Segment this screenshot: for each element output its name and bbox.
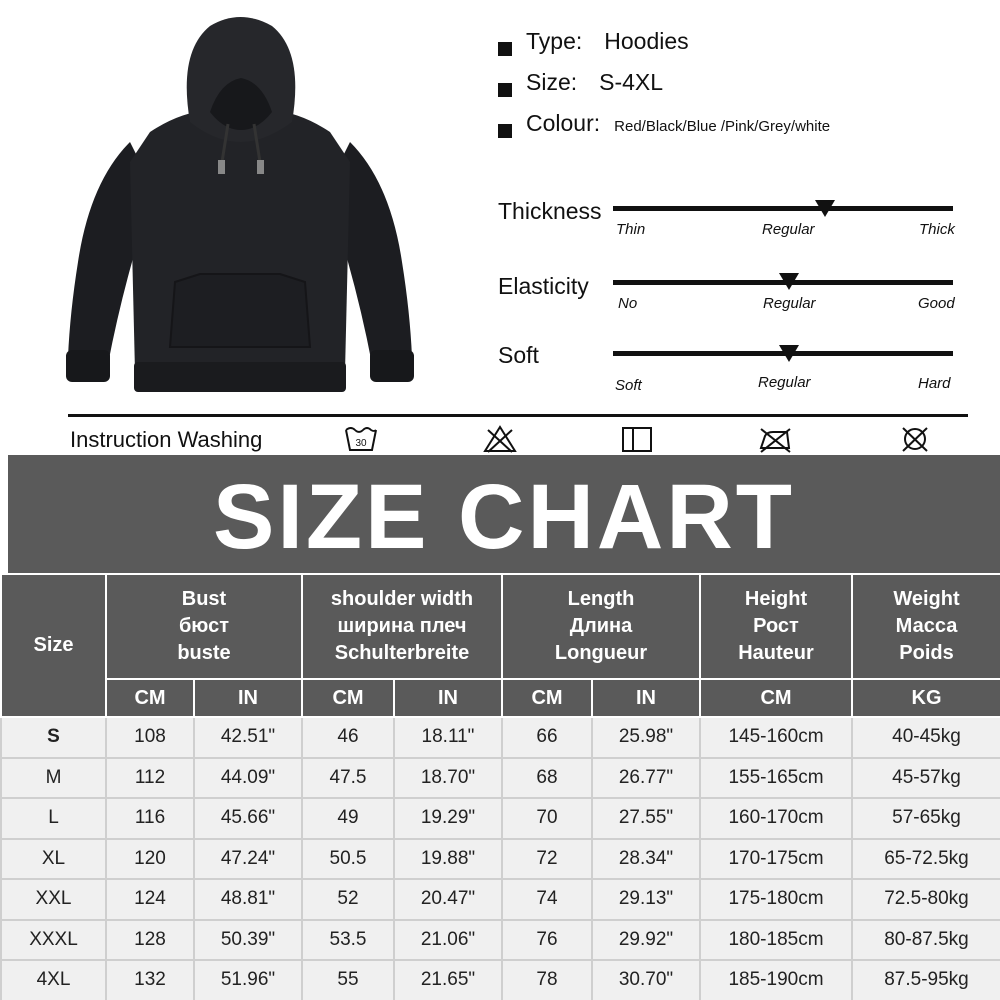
table-cell: 66 [502, 717, 592, 758]
table-cell: 21.06" [394, 920, 502, 961]
spec-key: Colour: [526, 110, 601, 136]
size-cell: XXL [1, 879, 106, 920]
weight-header-ru: Масса [895, 615, 958, 637]
no-dry-clean-icon [897, 424, 933, 454]
table-cell: 80-87.5kg [852, 920, 1000, 961]
washing-instruction-label: Instruction Washing [70, 427, 263, 452]
table-cell: 116 [106, 798, 194, 839]
elasticity-label: Elasticity [498, 273, 589, 299]
table-cell: 44.09" [194, 758, 302, 799]
table-cell: 29.92" [592, 920, 700, 961]
table-cell: 70 [502, 798, 592, 839]
shoulder-header-de: Schulterbreite [334, 642, 470, 664]
elasticity-min: No [618, 295, 638, 312]
no-iron-icon [757, 424, 793, 454]
unit-header: KG [852, 679, 1000, 717]
height-header-ru: Рост [753, 615, 799, 637]
table-cell: 48.81" [194, 879, 302, 920]
unit-header: IN [194, 679, 302, 717]
thickness-min: Thin [616, 221, 646, 238]
unit-header: CM [106, 679, 194, 717]
length-header-en: Length [567, 588, 635, 610]
size-header: Size [1, 574, 106, 717]
bust-header-fr: buste [177, 642, 231, 664]
table-cell: 46 [302, 717, 394, 758]
bullet-square-icon [498, 42, 512, 56]
table-cell: 76 [502, 920, 592, 961]
size-chart-title: SIZE CHART [213, 466, 795, 568]
thickness-mid: Regular [762, 221, 815, 238]
table-cell: 40-45kg [852, 717, 1000, 758]
spec-key: Type: [526, 28, 583, 54]
bust-header [106, 574, 302, 679]
table-cell: 27.55" [592, 798, 700, 839]
table-cell: 175-180cm [700, 879, 852, 920]
table-cell: 18.70" [394, 758, 502, 799]
size-cell: 4XL [1, 960, 106, 1000]
elasticity-marker-icon [779, 273, 799, 290]
table-cell: 108 [106, 717, 194, 758]
table-cell: 19.29" [394, 798, 502, 839]
table-cell: 170-175cm [700, 839, 852, 880]
section-divider [68, 414, 968, 417]
soft-max: Hard [918, 375, 951, 392]
spec-value: Red/Black/Blue /Pink/Grey/white [614, 118, 831, 135]
height-header-en: Height [744, 588, 808, 610]
table-row [1, 839, 1000, 880]
table-cell: 52 [302, 879, 394, 920]
table-cell: 145-160cm [700, 717, 852, 758]
table-cell: 21.65" [394, 960, 502, 1000]
length-header-ru: Длина [569, 615, 633, 637]
table-cell: 47.5 [302, 758, 394, 799]
thickness-max: Thick [919, 221, 955, 238]
table-cell: 47.24" [194, 839, 302, 880]
bullet-square-icon [498, 124, 512, 138]
shoulder-header-en: shoulder width [330, 588, 474, 610]
bust-header-ru: бюст [178, 615, 230, 637]
table-cell: 65-72.5kg [852, 839, 1000, 880]
wash-temp: 30 [355, 438, 367, 449]
table-row [1, 960, 1000, 1000]
table-cell: 57-65kg [852, 798, 1000, 839]
soft-marker-icon [779, 345, 799, 362]
unit-header: IN [394, 679, 502, 717]
spec-type [498, 28, 830, 69]
size-cell: M [1, 758, 106, 799]
table-cell: 51.96" [194, 960, 302, 1000]
table-cell: 155-165cm [700, 758, 852, 799]
table-cell: 19.88" [394, 839, 502, 880]
size-chart [0, 455, 1000, 1000]
soft-min: Soft [615, 377, 642, 394]
table-cell: 132 [106, 960, 194, 1000]
thickness-scale-line [613, 206, 953, 211]
height-header [700, 574, 852, 679]
table-cell: 29.13" [592, 879, 700, 920]
table-row [1, 758, 1000, 799]
table-cell: 50.39" [194, 920, 302, 961]
table-cell: 45.66" [194, 798, 302, 839]
table-cell: 72.5-80kg [852, 879, 1000, 920]
table-cell: 49 [302, 798, 394, 839]
no-bleach-icon [482, 424, 518, 454]
table-cell: 160-170cm [700, 798, 852, 839]
tumble-dry-icon [619, 424, 655, 454]
table-cell: 185-190cm [700, 960, 852, 1000]
height-header-fr: Hauteur [738, 642, 814, 664]
table-cell: 26.77" [592, 758, 700, 799]
size-cell: S [1, 717, 106, 758]
size-cell: XXXL [1, 920, 106, 961]
thickness-marker-icon [815, 200, 835, 217]
size-table-body [1, 717, 1000, 1000]
weight-header-en: Weight [893, 588, 960, 610]
table-row [1, 879, 1000, 920]
table-cell: 55 [302, 960, 394, 1000]
spec-key: Size: [526, 69, 578, 95]
table-cell: 28.34" [592, 839, 700, 880]
bust-header-en: Bust [181, 588, 227, 610]
elasticity-mid: Regular [763, 295, 816, 312]
table-cell: 30.70" [592, 960, 700, 1000]
unit-header: CM [502, 679, 592, 717]
length-header-fr: Longueur [554, 642, 648, 664]
table-cell: 25.98" [592, 717, 700, 758]
table-cell: 42.51" [194, 717, 302, 758]
table-cell: 120 [106, 839, 194, 880]
soft-mid: Regular [758, 374, 811, 391]
table-cell: 72 [502, 839, 592, 880]
table-cell: 74 [502, 879, 592, 920]
elasticity-max: Good [918, 295, 955, 312]
shoulder-header-ru: ширина плеч [337, 615, 467, 637]
spec-value: S-4XL [599, 69, 664, 95]
table-cell: 112 [106, 758, 194, 799]
shoulder-header [302, 574, 502, 679]
hoodie-product-image [60, 12, 420, 400]
size-table [0, 573, 1000, 1000]
spec-value: Hoodies [604, 28, 689, 54]
table-cell: 180-185cm [700, 920, 852, 961]
table-cell: 78 [502, 960, 592, 1000]
soft-label: Soft [498, 342, 539, 368]
length-header [502, 574, 700, 679]
spec-size [498, 69, 830, 110]
weight-header [852, 574, 1000, 679]
wash-30-icon [343, 424, 379, 454]
table-cell: 50.5 [302, 839, 394, 880]
table-row [1, 798, 1000, 839]
size-cell: XL [1, 839, 106, 880]
table-cell: 20.47" [394, 879, 502, 920]
unit-header: CM [700, 679, 852, 717]
bullet-square-icon [498, 83, 512, 97]
unit-header: CM [302, 679, 394, 717]
table-cell: 87.5-95kg [852, 960, 1000, 1000]
thickness-label: Thickness [498, 198, 602, 224]
table-cell: 53.5 [302, 920, 394, 961]
table-cell: 18.11" [394, 717, 502, 758]
table-cell: 128 [106, 920, 194, 961]
table-row [1, 717, 1000, 758]
table-cell: 45-57kg [852, 758, 1000, 799]
table-row [1, 920, 1000, 961]
table-cell: 124 [106, 879, 194, 920]
size-cell: L [1, 798, 106, 839]
table-cell: 68 [502, 758, 592, 799]
product-specs [498, 28, 830, 151]
unit-header-row [1, 679, 1000, 717]
spec-colour [498, 110, 830, 151]
weight-header-fr: Poids [899, 642, 954, 664]
unit-header: IN [592, 679, 700, 717]
